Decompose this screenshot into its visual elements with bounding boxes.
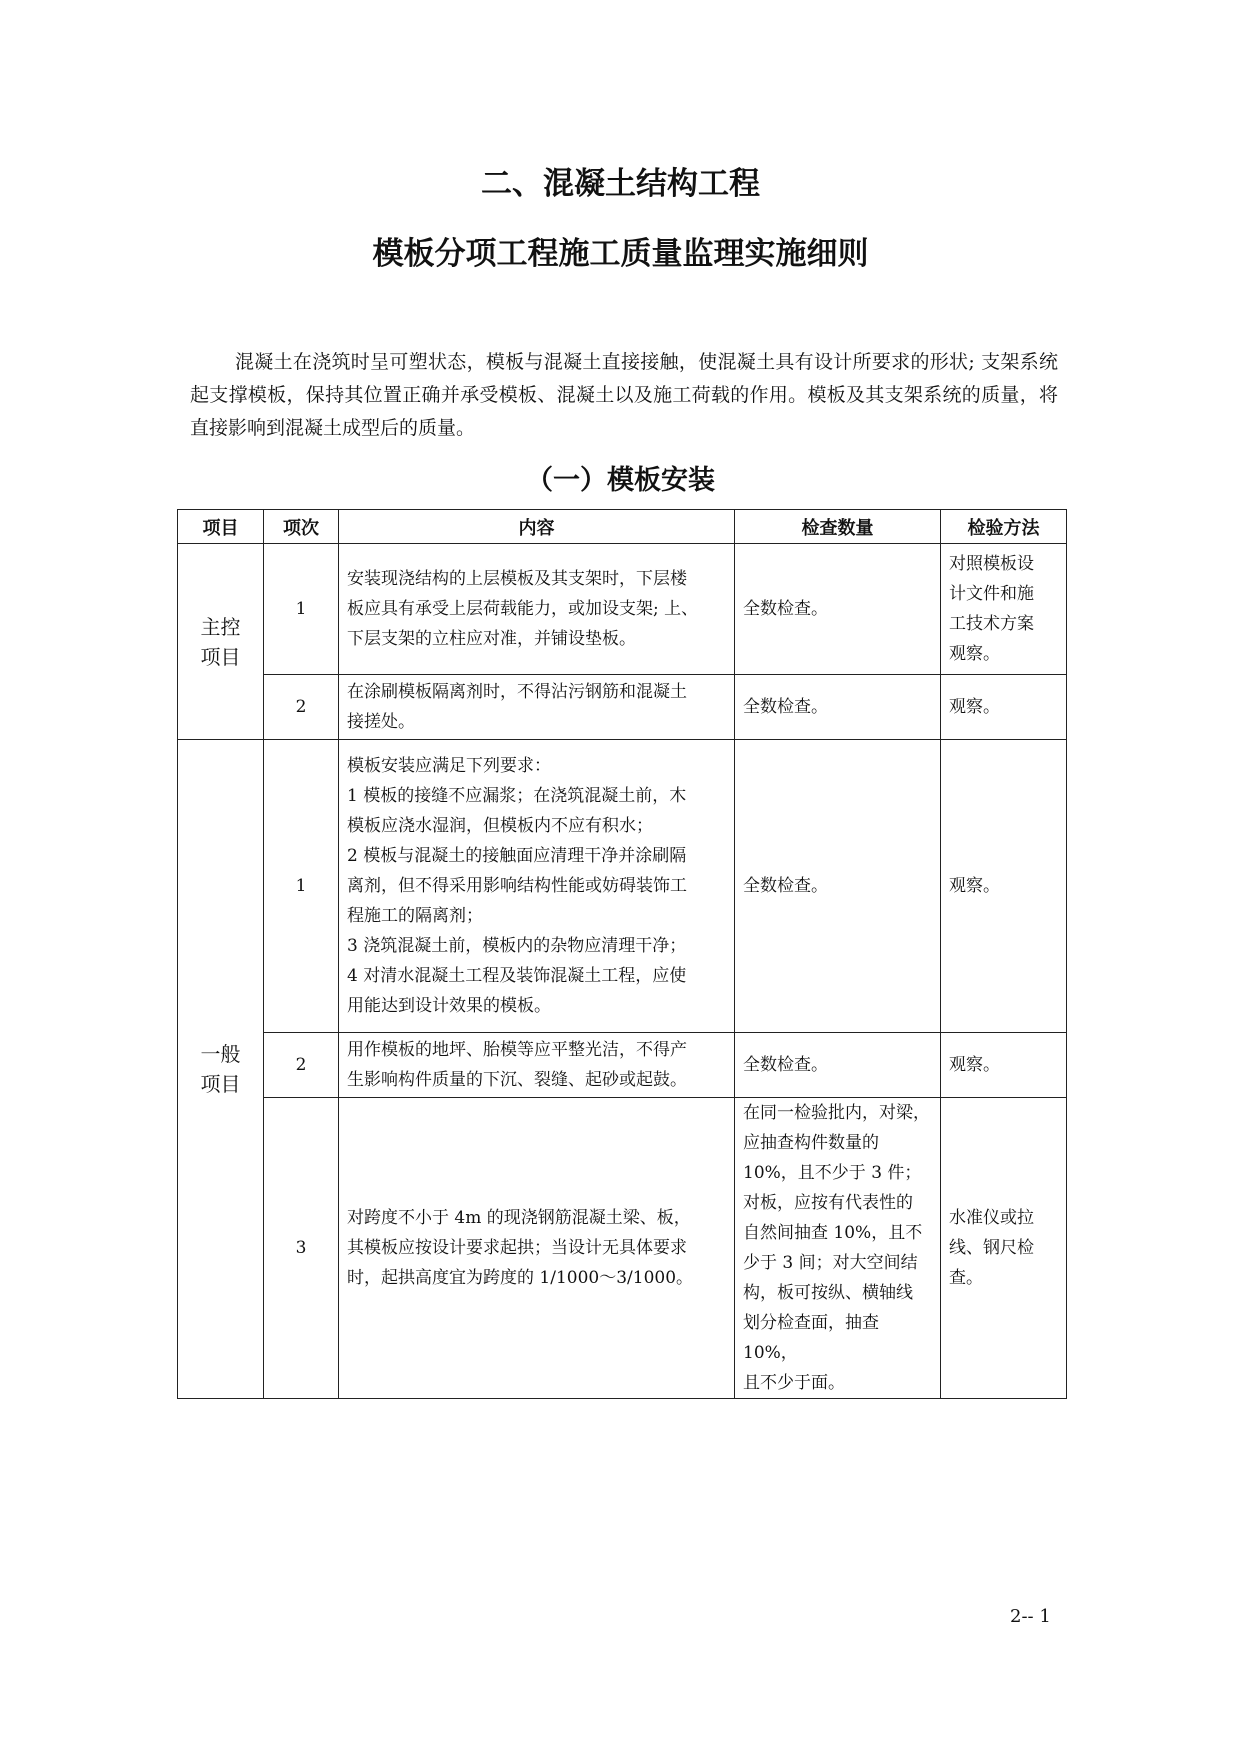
qty-line: 10%，且不少于 3 件； <box>743 1163 922 1183</box>
page-number: 2-- 1 <box>1010 1606 1051 1627</box>
header-category: 项目 <box>178 510 264 544</box>
content-line: 模板安装应满足下列要求： <box>347 756 551 776</box>
content-line: 在涂刷模板隔离剂时，不得沾污钢筋和混凝土 <box>347 682 687 702</box>
item-number: 1 <box>264 544 339 675</box>
item-check-quantity: 全数检查。 <box>735 1033 941 1098</box>
inspection-table <box>177 509 1067 1399</box>
table-header-row <box>178 510 1067 544</box>
item-content <box>339 1098 735 1399</box>
content-line: 板应具有承受上层荷载能力，或加设支架; 上、 <box>347 599 699 619</box>
qty-line: 在同一检验批内，对梁， <box>743 1103 930 1123</box>
table-row <box>178 675 1067 740</box>
content-line: 生影响构件质量的下沉、裂缝、起砂或起鼓。 <box>347 1070 687 1090</box>
category-label: 一般 <box>200 1042 241 1066</box>
item-check-method: 观察。 <box>941 740 1067 1033</box>
content-line: 其模板应按设计要求起拱；当设计无具体要求 <box>347 1238 687 1258</box>
content-line: 下层支架的立柱应对准，并铺设垫板。 <box>347 629 636 649</box>
item-content <box>339 740 735 1033</box>
content-line: 对跨度不小于 4m 的现浇钢筋混凝土梁、板， <box>347 1208 691 1228</box>
method-line: 工技术方案 <box>949 614 1034 634</box>
table-row <box>178 1033 1067 1098</box>
qty-line: 划分检查面，抽查 10%， <box>743 1313 879 1363</box>
qty-line: 少于 3 间；对大空间结 <box>743 1253 918 1273</box>
qty-line: 自然间抽查 10%，且不 <box>743 1223 923 1243</box>
qty-line: 应抽查构件数量的 <box>743 1133 879 1153</box>
category-main-control <box>178 544 264 740</box>
item-check-method: 观察。 <box>941 675 1067 740</box>
content-line: 程施工的隔离剂； <box>347 906 483 926</box>
item-content <box>339 675 735 740</box>
content-line: 3 浇筑混凝土前，模板内的杂物应清理干净； <box>347 936 687 956</box>
content-line: 时，起拱高度宜为跨度的 1/1000～3/1000。 <box>347 1268 694 1288</box>
table-row <box>178 544 1067 675</box>
content-line: 离剂，但不得采用影响结构性能或妨碍装饰工 <box>347 876 687 896</box>
section-title: （一）模板安装 <box>526 465 715 496</box>
header-check-method: 检验方法 <box>941 510 1067 544</box>
page-title: 二、混凝土结构工程 <box>481 166 760 202</box>
content-line: 接搓处。 <box>347 712 415 732</box>
qty-line: 且不少于面。 <box>743 1373 845 1393</box>
item-content <box>339 544 735 675</box>
content-line: 4 对清水混凝土工程及装饰混凝土工程，应使 <box>347 966 687 986</box>
table-row <box>178 1098 1067 1399</box>
header-check-quantity: 检查数量 <box>735 510 941 544</box>
header-content: 内容 <box>339 510 735 544</box>
method-line: 对照模板设 <box>949 554 1034 574</box>
method-line: 计文件和施 <box>949 584 1034 604</box>
item-number: 2 <box>264 1033 339 1098</box>
content-line: 2 模板与混凝土的接触面应清理干净并涂刷隔 <box>347 846 687 866</box>
item-check-quantity: 全数检查。 <box>735 675 941 740</box>
category-label: 主控 <box>200 614 241 639</box>
method-line: 线、钢尺检查。 <box>949 1238 1034 1288</box>
item-number: 1 <box>264 740 339 1033</box>
content-line: 安装现浇结构的上层模板及其支架时，下层楼 <box>347 569 687 589</box>
content-line: 用作模板的地坪、胎模等应平整光洁，不得产 <box>347 1040 687 1060</box>
qty-line: 对板，应按有代表性的 <box>743 1193 913 1213</box>
item-number: 2 <box>264 675 339 740</box>
intro-paragraph: 混凝土在浇筑时呈可塑状态，模板与混凝土直接接触，使混凝土具有设计所要求的形状; 支架系统起支撑模板，保持其位置正确并承受模板、混凝土以及施工荷载的作用。模板及其支架系统的质量，将直接影响到混凝土成型后的质量。 <box>190 351 1058 439</box>
method-line: 观察。 <box>949 644 1000 664</box>
content-line: 用能达到设计效果的模板。 <box>347 996 551 1016</box>
item-number: 3 <box>264 1098 339 1399</box>
category-label: 项目 <box>200 644 241 669</box>
item-check-method: 观察。 <box>941 1033 1067 1098</box>
item-check-quantity: 全数检查。 <box>735 544 941 675</box>
item-check-quantity: 全数检查。 <box>735 740 941 1033</box>
category-general <box>178 740 264 1399</box>
item-check-quantity <box>735 1098 941 1399</box>
table-row <box>178 740 1067 1033</box>
item-check-method <box>941 1098 1067 1399</box>
category-label: 项目 <box>200 1072 241 1096</box>
item-content <box>339 1033 735 1098</box>
page-subtitle: 模板分项工程施工质量监理实施细则 <box>372 236 869 272</box>
content-line: 模板应浇水湿润，但模板内不应有积水； <box>347 816 653 836</box>
method-line: 水准仪或拉 <box>949 1208 1034 1228</box>
qty-line: 构，板可按纵、横轴线 <box>743 1283 913 1303</box>
item-check-method <box>941 544 1067 675</box>
content-line: 1 模板的接缝不应漏浆；在浇筑混凝土前，木 <box>347 786 687 806</box>
header-item-number: 项次 <box>264 510 339 544</box>
